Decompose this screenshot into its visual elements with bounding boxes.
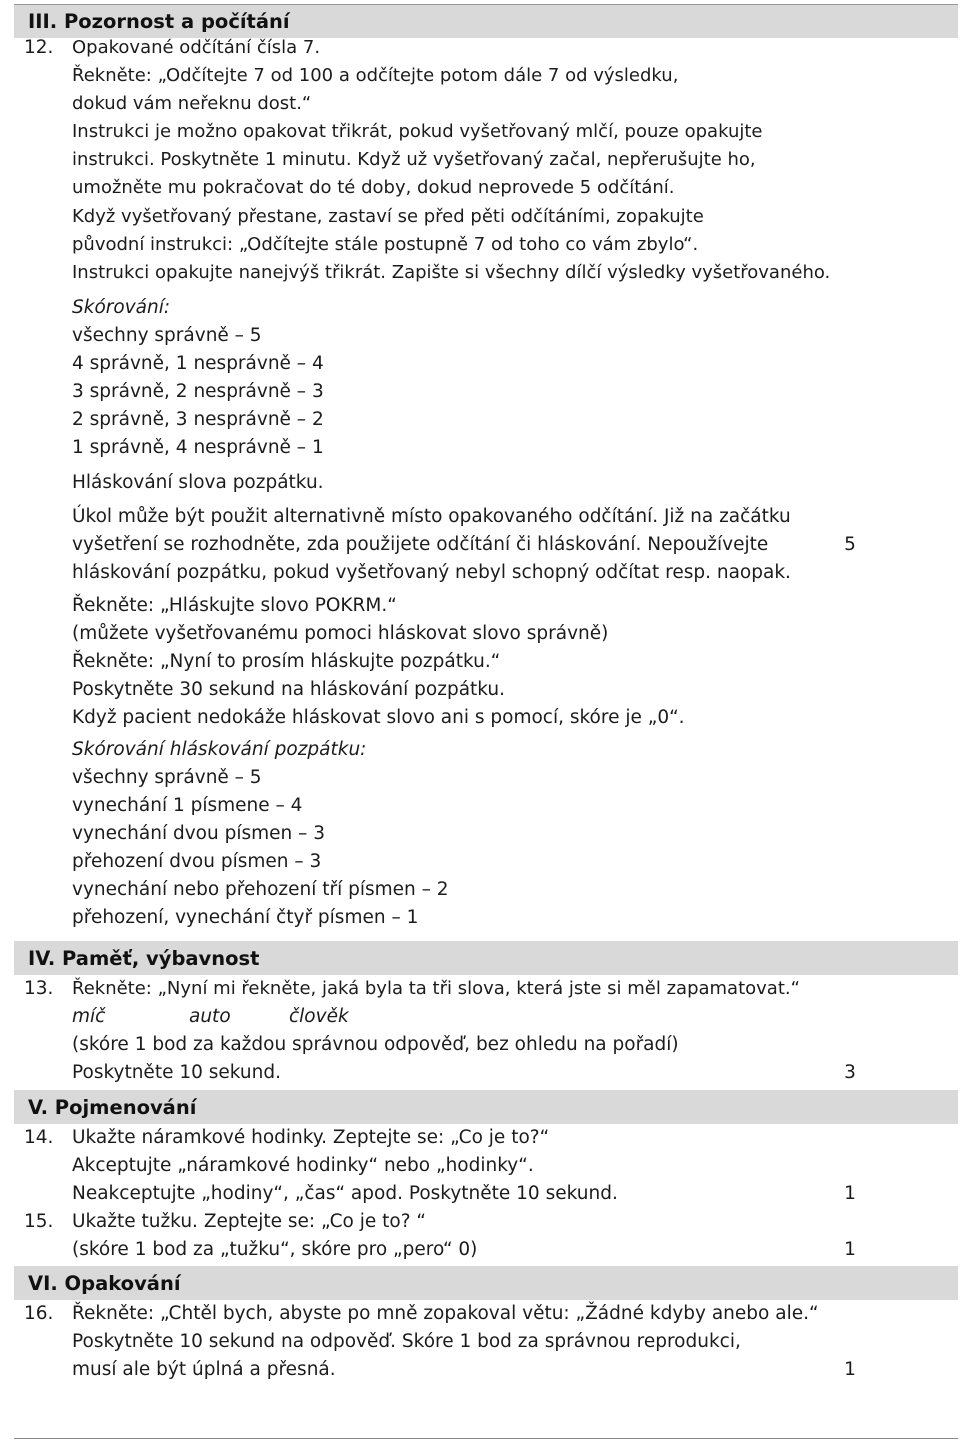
item-12-line: Řekněte: „Odčítejte 7 od 100 a odčítejte potom dále 7 od výsledku, (72, 65, 679, 86)
score-item-13: 3 (844, 1062, 856, 1083)
instruction-line: (můžete vyšetřovanému pomoci hláskovat slovo správně) (72, 623, 609, 644)
item-13-line: (skóre 1 bod za každou správnou odpověď, bez ohledu na pořadí) (72, 1034, 679, 1055)
item-16-line: Řekněte: „Chtěl bych, abyste po mně zopakoval větu: „Žádné kdyby anebo ale.“ (72, 1303, 819, 1324)
scoring-row: 2 správně, 3 nesprávně – 2 (72, 409, 324, 430)
item-number-13: 13. (24, 978, 54, 999)
item-12-line: dokud vám neřeknu dost.“ (72, 93, 312, 114)
recall-word: člověk (289, 1006, 349, 1027)
item-12-line: instrukci. Poskytněte 1 minutu. Když už vyšetřovaný začal, nepřerušujte ho, (72, 149, 756, 170)
item-13-line: Poskytněte 10 sekund. (72, 1062, 281, 1083)
item-16-line: musí ale být úplná a přesná. (72, 1359, 336, 1380)
item-number-16: 16. (24, 1303, 54, 1324)
item-15-line: Ukažte tužku. Zeptejte se: „Co je to? “ (72, 1211, 426, 1232)
recall-words (72, 1003, 349, 1031)
item-14-line: Akceptujte „náramkové hodinky“ nebo „hodinky“. (72, 1155, 534, 1176)
spelling-title: Hláskování slova pozpátku. (72, 472, 324, 493)
item-12-line: umožněte mu pokračovat do té doby, dokud neprovede 5 odčítání. (72, 177, 675, 198)
section-header-memory: IV. Paměť, výbavnost (14, 941, 958, 975)
spell-scoring-label: Skórování hláskování pozpátku: (72, 739, 367, 760)
scoring-row: 4 správně, 1 nesprávně – 4 (72, 353, 324, 374)
instruction-line: Řekněte: „Hláskujte slovo POKRM.“ (72, 595, 397, 616)
spell-scoring-row: přehození dvou písmen – 3 (72, 851, 322, 872)
instruction-line: Když pacient nedokáže hláskovat slovo ani s pomocí, skóre je „0“. (72, 707, 685, 728)
spell-scoring-row: přehození, vynechání čtyř písmen – 1 (72, 907, 419, 928)
spelling-line: hláskování pozpátku, pokud vyšetřovaný nebyl schopný odčítat resp. naopak. (72, 562, 791, 583)
section-header-naming: V. Pojmenování (14, 1090, 958, 1124)
score-item-15: 1 (844, 1239, 856, 1260)
item-12-title: Opakované odčítání čísla 7. (72, 37, 321, 58)
spell-scoring-row: všechny správně – 5 (72, 767, 262, 788)
scoring-row: 3 správně, 2 nesprávně – 3 (72, 381, 324, 402)
section-header-attention: III. Pozornost a počítání (14, 4, 958, 38)
item-15-line: (skóre 1 bod za „tužku“, skóre pro „pero“ 0) (72, 1239, 478, 1260)
spell-scoring-row: vynechání 1 písmene – 4 (72, 795, 303, 816)
instruction-line: Poskytněte 30 sekund na hláskování pozpátku. (72, 679, 506, 700)
item-13-line: Řekněte: „Nyní mi řekněte, jaká byla ta tři slova, která jste si měl zapamatovat.“ (72, 978, 800, 999)
recall-word: auto (189, 1006, 231, 1027)
item-16-line: Poskytněte 10 sekund na odpověď. Skóre 1 bod za správnou reprodukci, (72, 1331, 741, 1352)
item-12-line: původní instrukci: „Odčítejte stále postupně 7 od toho co vám zbylo“. (72, 234, 699, 255)
item-12-line: Když vyšetřovaný přestane, zastaví se před pěti odčítáními, zopakujte (72, 206, 704, 227)
item-number-15: 15. (24, 1211, 54, 1232)
item-12-line: Instrukci je možno opakovat třikrát, pokud vyšetřovaný mlčí, pouze opakujte (72, 121, 763, 142)
item-14-line: Neakceptujte „hodiny“, „čas“ apod. Poskytněte 10 sekund. (72, 1183, 618, 1204)
score-item-12: 5 (844, 534, 856, 555)
scoring-row: všechny správně – 5 (72, 325, 262, 346)
spelling-line: vyšetření se rozhodněte, zda použijete odčítání či hláskování. Nepoužívejte (72, 534, 769, 555)
item-14-line: Ukažte náramkové hodinky. Zeptejte se: „Co je to?“ (72, 1127, 550, 1148)
item-number-12: 12. (24, 37, 54, 58)
bottom-rule (14, 1438, 958, 1439)
spell-scoring-row: vynechání dvou písmen – 3 (72, 823, 326, 844)
score-item-16: 1 (844, 1359, 856, 1380)
spell-scoring-row: vynechání nebo přehození tří písmen – 2 (72, 879, 449, 900)
score-item-14: 1 (844, 1183, 856, 1204)
scoring-label: Skórování: (72, 297, 171, 318)
recall-word: míč (72, 1006, 106, 1027)
item-number-14: 14. (24, 1127, 54, 1148)
spelling-line: Úkol může být použit alternativně místo opakovaného odčítání. Již na začátku (72, 506, 791, 527)
scoring-row: 1 správně, 4 nesprávně – 1 (72, 437, 324, 458)
item-12-line: Instrukci opakujte nanejvýš třikrát. Zapište si všechny dílčí výsledky vyšetřovaného. (72, 262, 831, 283)
instruction-line: Řekněte: „Nyní to prosím hláskujte pozpátku.“ (72, 651, 501, 672)
section-header-repetition: VI. Opakování (14, 1266, 958, 1300)
